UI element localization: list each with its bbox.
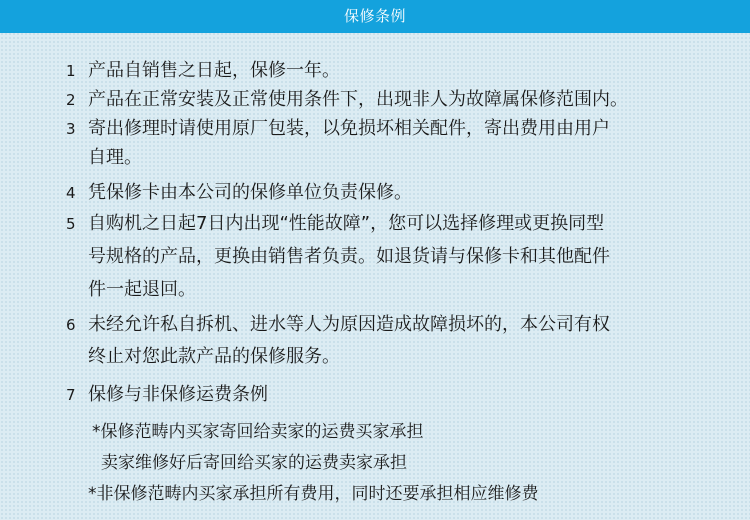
term-text: 凭保修卡由本公司的保修单位负责保修。 (88, 182, 412, 203)
term-text: 寄出修理时请使用原厂包装，以免损坏相关配件，寄出费用由用户 (88, 118, 610, 139)
term-text: 终止对您此款产品的保修服务。 (88, 346, 340, 367)
term-2 (66, 88, 628, 112)
term-3 (66, 117, 610, 141)
header-bar (0, 0, 750, 33)
shipping-rule-text: *保修范畴内买家寄回给卖家的运费买家承担 (92, 422, 424, 442)
term-1 (66, 59, 340, 83)
term-number: 3 (66, 120, 76, 138)
shipping-rule-text: *非保修范畴内买家承担所有费用，同时还要承担相应维修费 (88, 484, 539, 504)
term-5-continuation (88, 278, 196, 302)
term-5-continuation (88, 245, 610, 269)
shipping-rule (92, 420, 424, 444)
term-7 (66, 383, 268, 407)
term-text: 产品自销售之日起，保修一年。 (88, 60, 340, 81)
term-text: 保修与非保修运费条例 (88, 384, 268, 405)
shipping-rule (88, 482, 539, 506)
term-number: 7 (66, 386, 76, 404)
term-number: 1 (66, 62, 76, 80)
term-text: 未经允许私自拆机、进水等人为原因造成故障损坏的，本公司有权 (88, 314, 610, 335)
term-4 (66, 181, 412, 205)
term-5 (66, 212, 604, 236)
term-text: 号规格的产品，更换由销售者负责。如退货请与保修卡和其他配件 (88, 246, 610, 267)
shipping-rule-text: 卖家维修好后寄回给买家的运费卖家承担 (101, 453, 407, 473)
page-title: 保修条例 (343, 7, 406, 25)
term-number: 4 (66, 184, 76, 202)
term-text: 产品在正常安装及正常使用条件下，出现非人为故障属保修范围内。 (88, 89, 628, 110)
term-number: 2 (66, 91, 76, 109)
term-number: 6 (66, 316, 76, 334)
term-number: 5 (66, 215, 76, 233)
term-text: 件一起退回。 (88, 279, 196, 300)
term-3-continuation (88, 146, 142, 170)
term-text: 自理。 (88, 147, 142, 168)
term-6 (66, 313, 610, 337)
term-text: 自购机之日起7日内出现“性能故障”，您可以选择修理或更换同型 (88, 213, 605, 234)
term-6-continuation (88, 345, 340, 369)
shipping-rule (101, 451, 407, 475)
